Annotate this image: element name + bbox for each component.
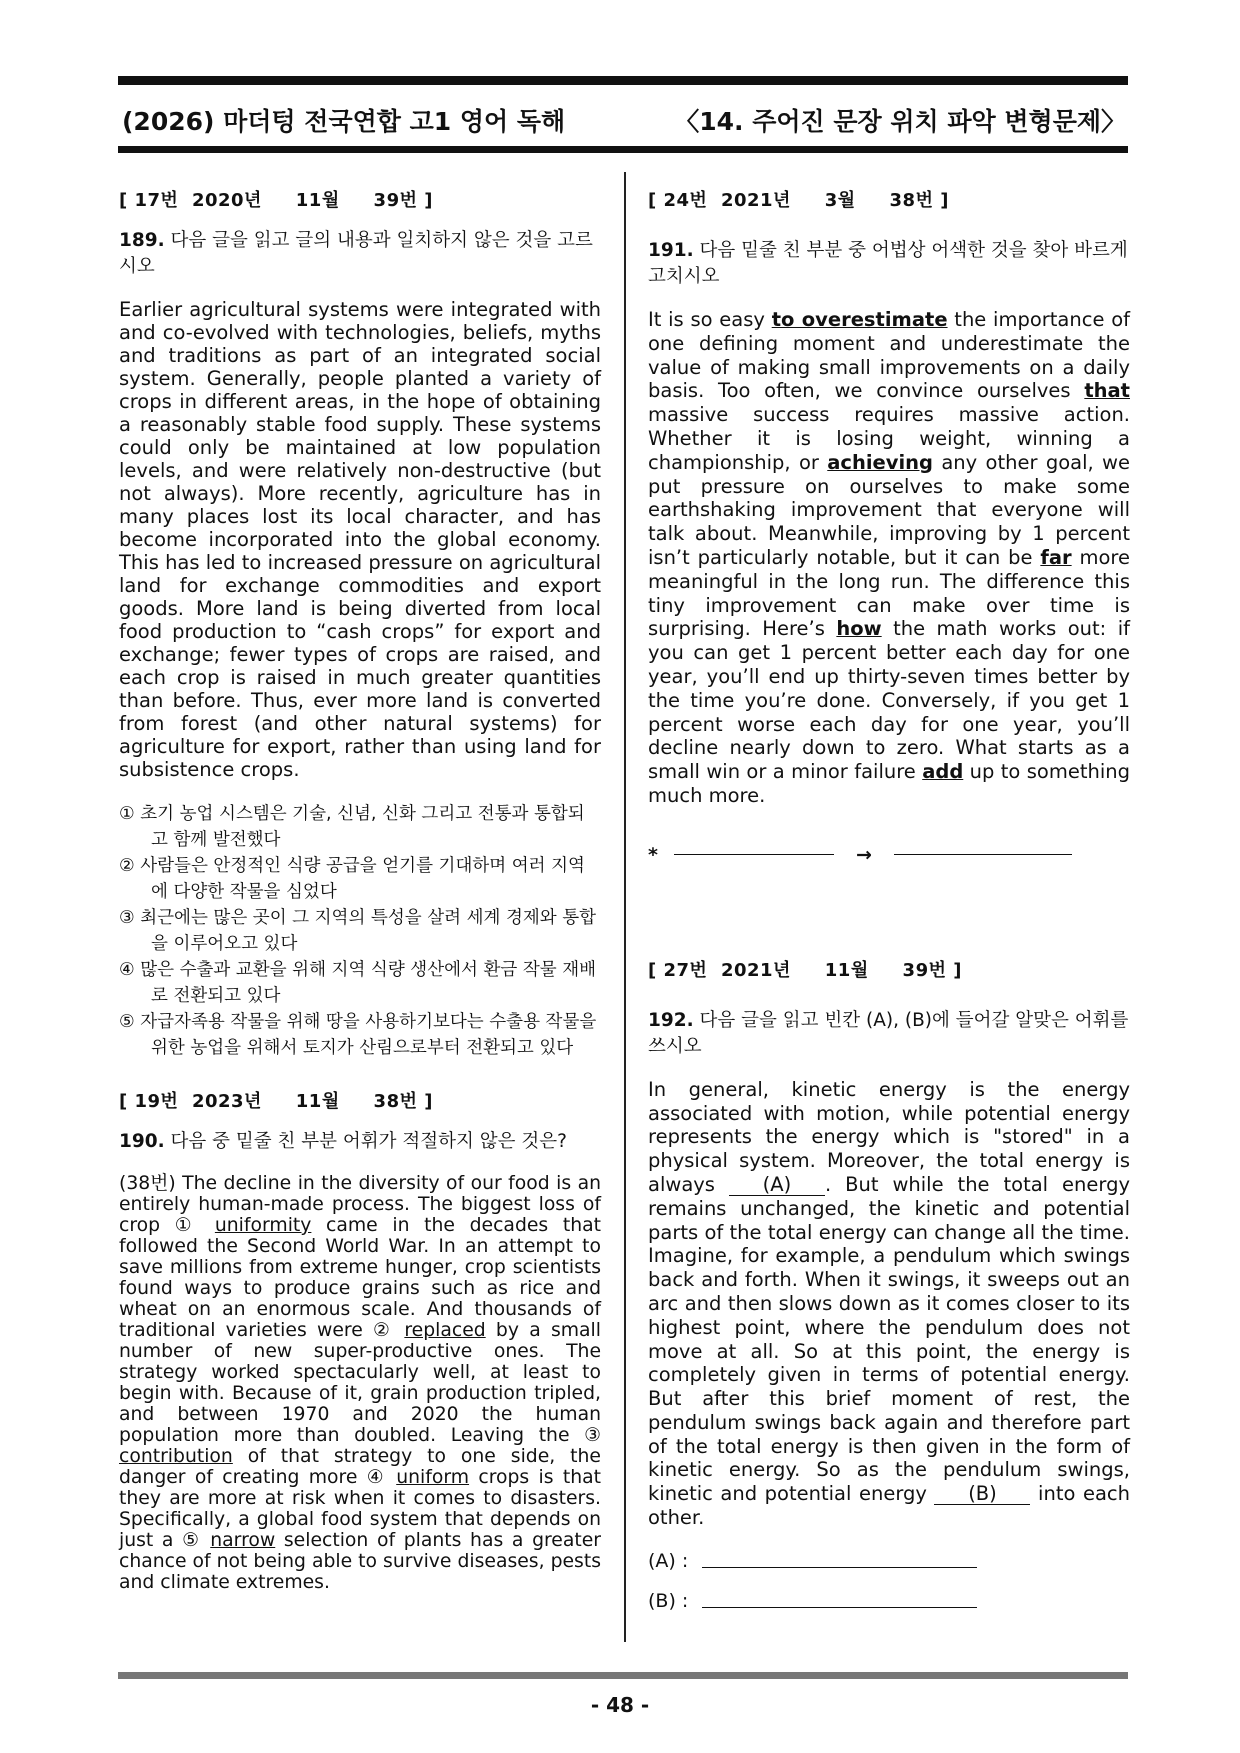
q189-question bbox=[119, 228, 601, 280]
q192-blank-a: (A) bbox=[729, 1175, 825, 1196]
q191-wrong-field[interactable] bbox=[674, 854, 834, 855]
q191-text-7: up to something much more. bbox=[648, 760, 1130, 807]
q190-prompt: 다음 중 밑줄 친 부분 어휘가 적절하지 않은 것은? bbox=[164, 1131, 567, 1152]
q191-text-3: massive success requires massive action. Whether it is losing weight, winning a championship, or bbox=[648, 403, 1130, 474]
q191-passage bbox=[648, 308, 1130, 808]
q190-text-3: by a small number of new super-productive ones. The strategy worked spectacularly well, at least to begin with. Because of it, grain production tripled, and between 1970 and 2020 the human population more than doubled. Leaving the ③ bbox=[119, 1320, 601, 1446]
q189-number: 189. bbox=[119, 230, 165, 251]
q190-question bbox=[119, 1129, 601, 1155]
q192-answer-a-row bbox=[648, 1550, 1130, 1572]
q191-number: 191. bbox=[648, 240, 694, 261]
q190-underline-5: narrow bbox=[210, 1530, 276, 1551]
q192-passage bbox=[648, 1078, 1130, 1530]
q189-prompt: 다음 글을 읽고 글의 내용과 일치하지 않은 것을 고르시오 bbox=[119, 230, 593, 277]
q191-prompt: 다음 밑줄 친 부분 중 어법상 어색한 것을 찾아 바르게 고치시오 bbox=[648, 240, 1128, 287]
q192-source: [ 27번 2021년 11월 39번 ] bbox=[648, 959, 962, 981]
q190-text-2: came in the decades that followed the Second World War. In an attempt to save millions from extreme hunger, crop scientists found ways to produce grains such as rice and wheat on an enormous scale. And thousands of traditional varieties were ② bbox=[119, 1215, 601, 1341]
q192-answer-b-label: (B) : bbox=[648, 1589, 689, 1612]
q191-underline-4: far bbox=[1040, 545, 1072, 569]
q191-underline-2: that bbox=[1084, 379, 1130, 403]
q191-answer-row bbox=[648, 844, 1130, 866]
q190-underline-2: replaced bbox=[404, 1320, 486, 1341]
q192-answer-a-label: (A) : bbox=[648, 1549, 689, 1572]
q189-option-5: ⑤ 자급자족용 작물을 위해 땅을 사용하기보다는 수출용 작물을 위한 농업을 위해서 토지가 산림으로부터 전환되고 있다 bbox=[119, 1012, 597, 1058]
q189-option-3: ③ 최근에는 많은 곳이 그 지역의 특성을 살려 세계 경제와 통합을 이루어오고 있다 bbox=[119, 908, 597, 954]
q191-underline-6: add bbox=[922, 760, 964, 784]
q191-text-5: more meaningful in the long run. The difference this tiny improvement can make over time is surprising. Here’s bbox=[648, 545, 1130, 641]
q189-option-1: ① 초기 농업 시스템은 기술, 신념, 신화 그리고 전통과 통합되고 함께 발전했다 bbox=[119, 804, 585, 850]
q190-number: 190. bbox=[119, 1131, 165, 1152]
q191-text-4: any other goal, we put pressure on ourselves to make some earthshaking improvement that everyone will talk about. Meanwhile, improving by 1 percent isn’t particularly notable, but it can be bbox=[648, 450, 1130, 569]
footer-rule bbox=[118, 1672, 1128, 1679]
q189-passage: Earlier agricultural systems were integrated with and co-evolved with technologies, beliefs, myths and traditions as part of an integrated social system. Generally, people planted a variety of crops in different areas, in the hope of obtaining a reasonably stable food supply. These systems could only be maintained at low population levels, and were relatively non-destructive (but not always). More recently, agriculture has in many places lost its local character, and has become incorporated into the global economy. This has led to increased pressure on agricultural land for exchange commodities and export goods. More land is being diverted from local food production to “cash crops” for export and exchange; fewer types of crops are raised, and each crop is raised in much greater quantities than before. Thus, ever more land is converted from forest (and other natural systems) for agriculture for export, rather than using land for subsistence crops. bbox=[119, 298, 601, 781]
q191-correct-field[interactable] bbox=[894, 854, 1072, 855]
q189-options bbox=[119, 801, 601, 1061]
page-header bbox=[122, 100, 1126, 140]
right-column bbox=[648, 186, 1130, 1630]
q190-underline-3: contribution bbox=[119, 1446, 233, 1467]
q191-star: * bbox=[648, 843, 658, 866]
q192-answer-b-field[interactable] bbox=[702, 1607, 977, 1608]
column-divider bbox=[624, 172, 626, 1642]
q191-text-1: It is so easy bbox=[648, 308, 772, 331]
q191-text-2: the importance of one defining moment and underestimate the value of making small improvements on a daily basis. Too often, we convince ourselves bbox=[648, 308, 1130, 403]
q190-underline-1: uniformity bbox=[214, 1215, 312, 1236]
left-column bbox=[119, 186, 601, 1613]
q189-option-4: ④ 많은 수출과 교환을 위해 지역 식량 생산에서 환금 작물 재배로 전환되고 있다 bbox=[119, 960, 597, 1006]
q190-underline-4: uniform bbox=[396, 1467, 470, 1488]
q191-underline-1: to overestimate bbox=[771, 308, 948, 331]
q191-question bbox=[648, 238, 1130, 290]
q192-blank-b: (B) bbox=[934, 1484, 1030, 1505]
header-title: (2026) 마더텅 전국연합 고1 영어 독해 bbox=[122, 107, 566, 136]
q192-question bbox=[648, 1008, 1130, 1060]
q190-source: [ 19번 2023년 11월 38번 ] bbox=[119, 1091, 433, 1112]
q192-text-2: . But while the total energy remains unchanged, the kinetic and potential parts of the total energy can change all the time. Imagine, for example, a pendulum which swings back and forth. When it swings, it sweeps out an arc and then slows down as it comes closer to its highest point, where the pendulum does not move at all. So at this point, the energy is completely given in terms of potential energy. But after this brief moment of rest, the pendulum swings back again and therefore part of the total energy is then given in the form of kinetic energy. So as the pendulum swings, kinetic and potential energy bbox=[648, 1172, 1131, 1506]
q190-passage bbox=[119, 1173, 601, 1593]
q191-underline-5: how bbox=[836, 617, 882, 641]
q190-text-6: selection of plants has a greater chance of not being able to survive diseases, pests and climate extremes. bbox=[119, 1530, 602, 1593]
q192-number: 192. bbox=[648, 1009, 694, 1031]
q192-text-3: into each other. bbox=[648, 1482, 1130, 1530]
q190-text-1: (38번) The decline in the diversity of our food is an entirely human-made process. The biggest loss of crop ① bbox=[119, 1173, 601, 1236]
header-rule bbox=[118, 146, 1128, 153]
q189-option-2: ② 사람들은 안정적인 식량 공급을 얻기를 기대하며 여러 지역에 다양한 작물을 심었다 bbox=[119, 856, 585, 902]
q192-answer-a-field[interactable] bbox=[702, 1567, 977, 1568]
q191-underline-3: achieving bbox=[827, 450, 934, 474]
q192-text-1: In general, kinetic energy is the energy associated with motion, while potential energy represents the energy which is "stored" in a physical system. Moreover, the total energy is always bbox=[648, 1077, 1130, 1196]
arrow-icon: → bbox=[856, 843, 872, 866]
q190-text-4: of that strategy to one side, the danger of creating more ④ bbox=[119, 1446, 601, 1488]
q189-source: [ 17번 2020년 11월 39번 ] bbox=[119, 190, 433, 211]
q190-text-5: crops is that they are more at risk when it comes to disasters. Specifically, a global food system that depends on just a ⑤ bbox=[119, 1467, 601, 1551]
q191-text-6: the math works out: if you can get 1 percent better each day for one year, you’ll end up thirty-seven times better by the time you’re done. Conversely, if you get 1 percent worse each day for one year, you’ll decline nearly down to zero. What starts as a small win or a minor failure bbox=[648, 617, 1130, 784]
header-section: 〈14. 주어진 문장 위치 파악 변형문제〉 bbox=[674, 107, 1126, 136]
q191-source: [ 24번 2021년 3월 38번 ] bbox=[648, 190, 949, 211]
q192-answer-b-row bbox=[648, 1590, 1130, 1612]
page-number: - 48 - bbox=[590, 1693, 650, 1717]
top-rule bbox=[118, 76, 1128, 85]
q192-prompt: 다음 글을 읽고 빈칸 (A), (B)에 들어갈 알맞은 어휘를 쓰시오 bbox=[648, 1009, 1129, 1057]
